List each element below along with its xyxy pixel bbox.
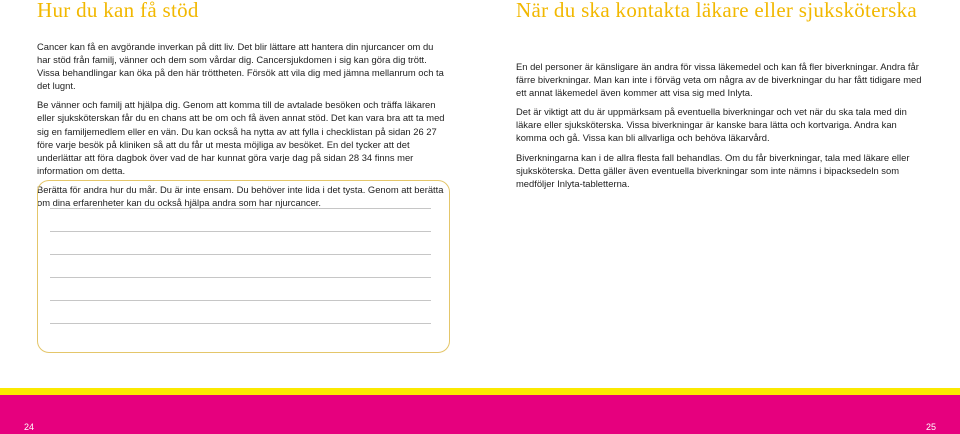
footer-yellow-band	[0, 388, 960, 395]
notes-box[interactable]	[37, 180, 450, 353]
right-body	[516, 60, 926, 196]
left-paragraph: Berätta för andra hur du mår. Du är inte ensam. Du behöver inte lida i det tysta. Genom att berätta om dina erfarenheter kan du också hjälpa andra som har njurcancer.	[37, 183, 444, 209]
left-paragraph: Be vänner och familj att hjälpa dig. Genom att komma till de avtalade besöken och träffa läkaren eller sjuksköterskan får du en chans att be om och få även annat stöd. Det kan vara bra att ta med sig en familjemedlem eller en vän. Du kan också ha nytta av att fylla i checklistan på sidan 26 27 före varje besök på kliniken så att du får ut mesta möjliga av besöket. En del tycker att det underlättar att föra dagbok över vad de har kunnat göra varje dag på sidan 28 34 finns mer information om detta.	[37, 99, 445, 176]
footer-pink-band	[0, 395, 960, 434]
right-paragraph: Det är viktigt att du är uppmärksam på eventuella biverkningar och vet när du ska tala med din läkare eller sjuksköterska. Vissa biverkningar är kanske bara lätta och kortvariga. Andra kan komma och gå. Vissa kan bli allvarliga och behöva läkarvård.	[516, 106, 907, 144]
note-line	[50, 208, 431, 209]
note-line	[50, 323, 431, 324]
page-number-left: 24	[24, 422, 35, 432]
note-line	[50, 300, 431, 301]
page-number-right: 25	[926, 422, 937, 432]
note-line	[50, 254, 431, 255]
right-paragraph: En del personer är känsligare än andra för vissa läkemedel och kan få fler biverkningar. Andra får färre biverkningar. Man kan inte i förväg veta om några av de biverkningar du har fått tidigare med ett annat läkemedel även kommer att visa sig med Inlyta.	[516, 61, 922, 99]
note-line	[50, 277, 431, 278]
left-heading: Hur du kan få stöd	[37, 0, 199, 22]
right-heading: När du ska kontakta läkare eller sjuksköterska	[516, 0, 917, 22]
right-page	[480, 0, 960, 434]
left-paragraph: Cancer kan få en avgörande inverkan på ditt liv. Det blir lättare att hantera din njurcancer om du har stöd från familj, vänner och dem som vårdar dig. Cancersjukdomen i sig kan göra dig trött. Vissa behandlingar kan öka på den här tröttheten. Försök att vila dig med jämna mellanrum och ta det lugnt.	[37, 41, 444, 92]
right-paragraph: Biverkningarna kan i de allra flesta fall behandlas. Om du får biverkningar, tala med läkare eller sjuksköterska. Detta gäller även eventuella biverkningar som inte nämns i bipacksedeln som medföljer Inlyta-tabletterna.	[516, 151, 910, 189]
note-line	[50, 231, 431, 232]
